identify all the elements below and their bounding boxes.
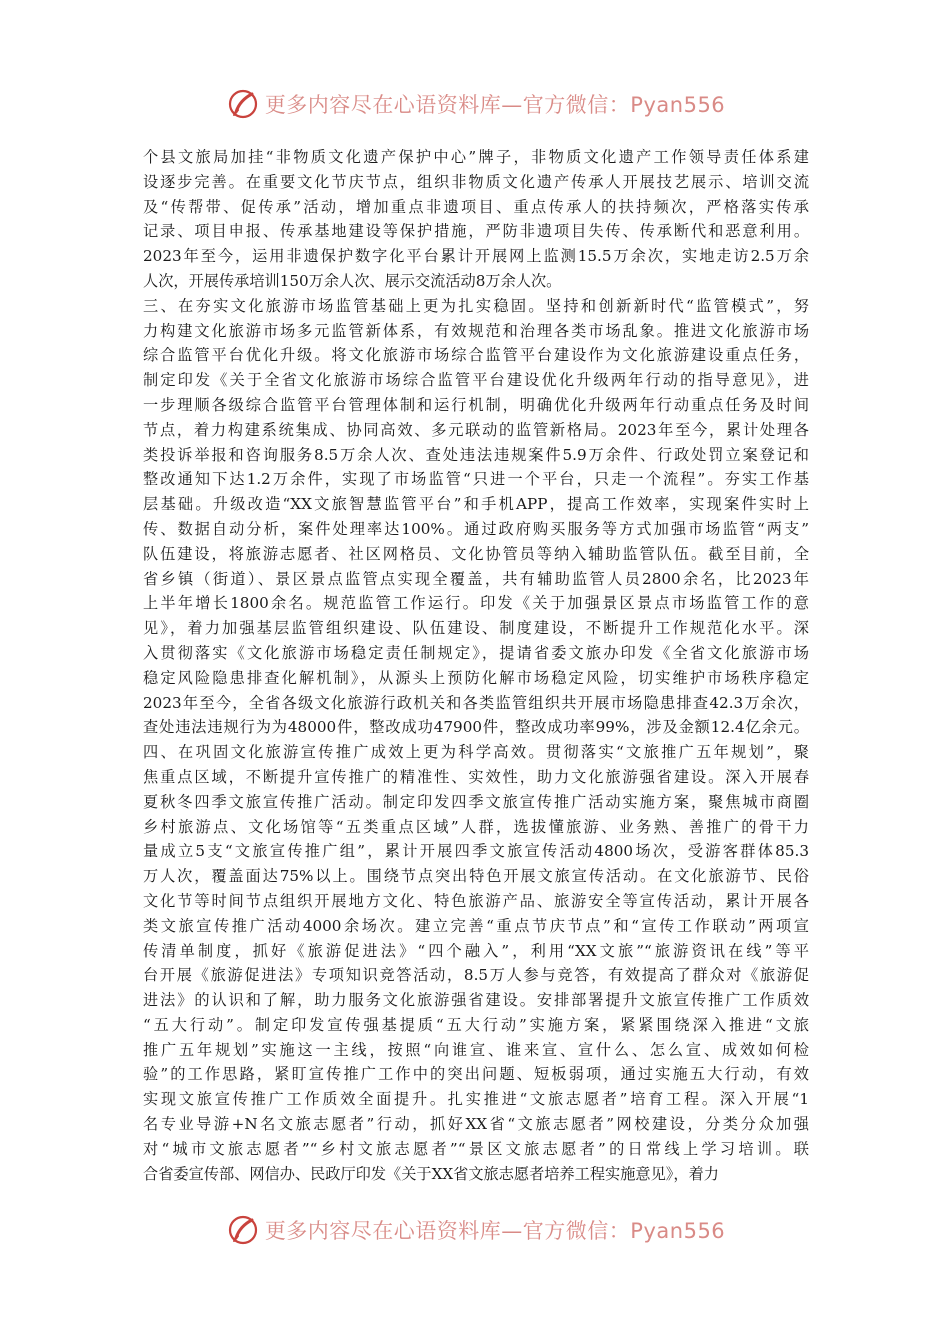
text-line: 稳定风险隐患排查化解机制》，从源头上预防化解市场稳定风险，切实维护市场秩序稳定 [143, 668, 809, 687]
text-line: 四、在巩固文化旅游宣传推广成效上更为科学高效。贯彻落实“文旅推广五年规划”，聚 [143, 743, 809, 762]
text-line: 省乡镇（街道）、景区景点监管点实现全覆盖，共有辅助监管人员2800余名，比2023年 [143, 569, 809, 588]
text-line: 制定印发《关于全省文化旅游市场综合监管平台建设优化升级两年行动的指导意见》，进 [143, 371, 809, 390]
text-line: 推广五年规划”实施这一主线，按照“向谁宣、谁来宣、宣什么、怎么宣、成效如何检 [143, 1040, 809, 1059]
header-watermark-text: 更多内容尽在心语资料库—官方微信：Pyan556 [264, 93, 726, 117]
text-line: 整改通知下达1.2万余件，实现了市场监管“只进一个平台，只走一个流程”。夯实工作基 [143, 470, 809, 489]
text-line: “五大行动”。制定印发宣传强基提质“五大行动”实施方案，紧紧围绕深入推进“文旅 [143, 1015, 809, 1034]
header-watermark-banner [0, 84, 950, 124]
text-line: 夏秋冬四季文旅宣传推广活动。制定印发四季文旅宣传推广活动实施方案，聚焦城市商圈 [143, 792, 809, 811]
text-line: 层基础。升级改造“XX文旅智慧监管平台”和手机APP，提高工作效率，实现案件实时上 [143, 495, 809, 514]
brush-logo-icon [225, 86, 261, 122]
text-line: 万人次，覆盖面达75%以上。围绕节点突出特色开展文旅宣传活动。在文化旅游节、民俗 [143, 867, 809, 886]
brush-logo-icon [225, 1212, 261, 1248]
text-line: 入贯彻落实《文化旅游市场稳定责任制规定》，提请省委文旅办印发《全省文化旅游市场 [143, 643, 809, 662]
text-line: 一步理顺各级综合监管平台管理体制和运行机制，明确优化升级两年行动重点任务及时间 [143, 395, 809, 414]
text-line: 焦重点区域，不断提升宣传推广的精准性、实效性，助力文化旅游强省建设。深入开展春 [143, 767, 809, 786]
text-line: 三、在夯实文化旅游市场监管基础上更为扎实稳固。坚持和创新新时代“监管模式”，努 [143, 296, 809, 315]
text-line: 2023年至今，运用非遗保护数字化平台累计开展网上监测15.5万余次，实地走访2.5万余 [143, 247, 809, 266]
text-line: 类投诉举报和咨询服务8.5万余人次、查处违法违规案件5.9万余件、行政处罚立案登记和 [143, 445, 809, 464]
text-line: 2023年至今，全省各级文化旅游行政机关和各类监管组织共开展市场隐患排查42.3万余次， [143, 693, 809, 712]
text-line: 合省委宣传部、网信办、民政厅印发《关于XX省文旅志愿者培养工程实施意见》，着力 [143, 1164, 719, 1183]
footer-watermark-banner [0, 1210, 950, 1250]
text-line: 传、数据自动分析，案件处理率达100%。通过政府购买服务等方式加强市场监管“两支” [143, 519, 809, 538]
text-line: 人次，开展传承培训150万余人次、展示交流活动8万余人次。 [143, 271, 562, 290]
text-line: 记录、项目申报、传承基地建设等保护措施，严防非遗项目失传、传承断代和恶意利用。 [143, 222, 809, 241]
text-line: 进法》的认识和了解，助力服务文化旅游强省建设。安排部署提升文旅宣传推广工作质效 [143, 991, 809, 1010]
text-line: 乡村旅游点、文化场馆等“五类重点区域”人群，选拔懂旅游、业务熟、善推广的骨干力 [143, 817, 809, 836]
text-line: 设逐步完善。在重要文化节庆节点，组织非物质文化遗产传承人开展技艺展示、培训交流 [143, 172, 809, 191]
text-line: 对“城市文旅志愿者”“乡村文旅志愿者”“景区文旅志愿者”的日常线上学习培训。联 [143, 1139, 809, 1158]
text-line: 类文旅宣传推广活动4000余场次。建立完善“重点节庆节点”和“宣传工作联动”两项宣 [143, 916, 809, 935]
text-line: 见》，着力加强基层监管组织建设、队伍建设、制度建设，不断提升工作规范化水平。深 [143, 619, 809, 638]
text-line: 查处违法违规行为为48000件，整改成功47900件，整改成功率99%，涉及金额12.4亿余元。 [143, 718, 809, 737]
text-line: 及“传帮带、促传承”活动，增加重点非遗项目、重点传承人的扶持频次，严格落实传承 [143, 197, 809, 216]
text-line: 文化节等时间节点组织开展地方文化、特色旅游产品、旅游安全等宣传活动，累计开展各 [143, 891, 809, 910]
text-line: 名专业导游+N名文旅志愿者”行动，抓好XX省“文旅志愿者”网校建设，分类分众加强 [143, 1115, 809, 1134]
text-line: 队伍建设，将旅游志愿者、社区网格员、文化协管员等纳入辅助监管队伍。截至目前，全 [143, 544, 809, 563]
text-line: 台开展《旅游促进法》专项知识竞答活动，8.5万人参与竞答，有效提高了群众对《旅游促 [143, 966, 809, 985]
text-line: 上半年增长1800余名。规范监管工作运行。印发《关于加强景区景点市场监管工作的意 [143, 594, 809, 613]
text-line: 综合监管平台优化升级。将文化旅游市场综合监管平台建设作为文化旅游建设重点任务， [143, 346, 809, 365]
text-line: 力构建文化旅游市场多元监管新体系，有效规范和治理各类市场乱象。推进文化旅游市场 [143, 321, 809, 340]
text-line: 验”的工作思路，紧盯宣传推广工作中的突出问题、短板弱项，通过实施五大行动，有效 [143, 1065, 809, 1084]
text-line: 个县文旅局加挂“非物质文化遗产保护中心”牌子，非物质文化遗产工作领导责任体系建 [143, 148, 809, 166]
text-line: 实现文旅宣传推广工作质效全面提升。扎实推进“文旅志愿者”培育工程。深入开展“1 [143, 1090, 809, 1109]
footer-watermark-text: 更多内容尽在心语资料库—官方微信：Pyan556 [264, 1219, 726, 1243]
document-body [143, 145, 809, 1186]
text-line: 传清单制度，抓好《旅游促进法》“四个融入”，利用“XX文旅”“旅游资讯在线”等平 [143, 941, 809, 960]
text-line: 节点，着力构建系统集成、协同高效、多元联动的监管新格局。2023年至今，累计处理各 [143, 420, 809, 439]
text-line: 量成立5支“文旅宣传推广组”，累计开展四季文旅宣传活动4800场次，受游客群体85.3 [143, 842, 809, 861]
